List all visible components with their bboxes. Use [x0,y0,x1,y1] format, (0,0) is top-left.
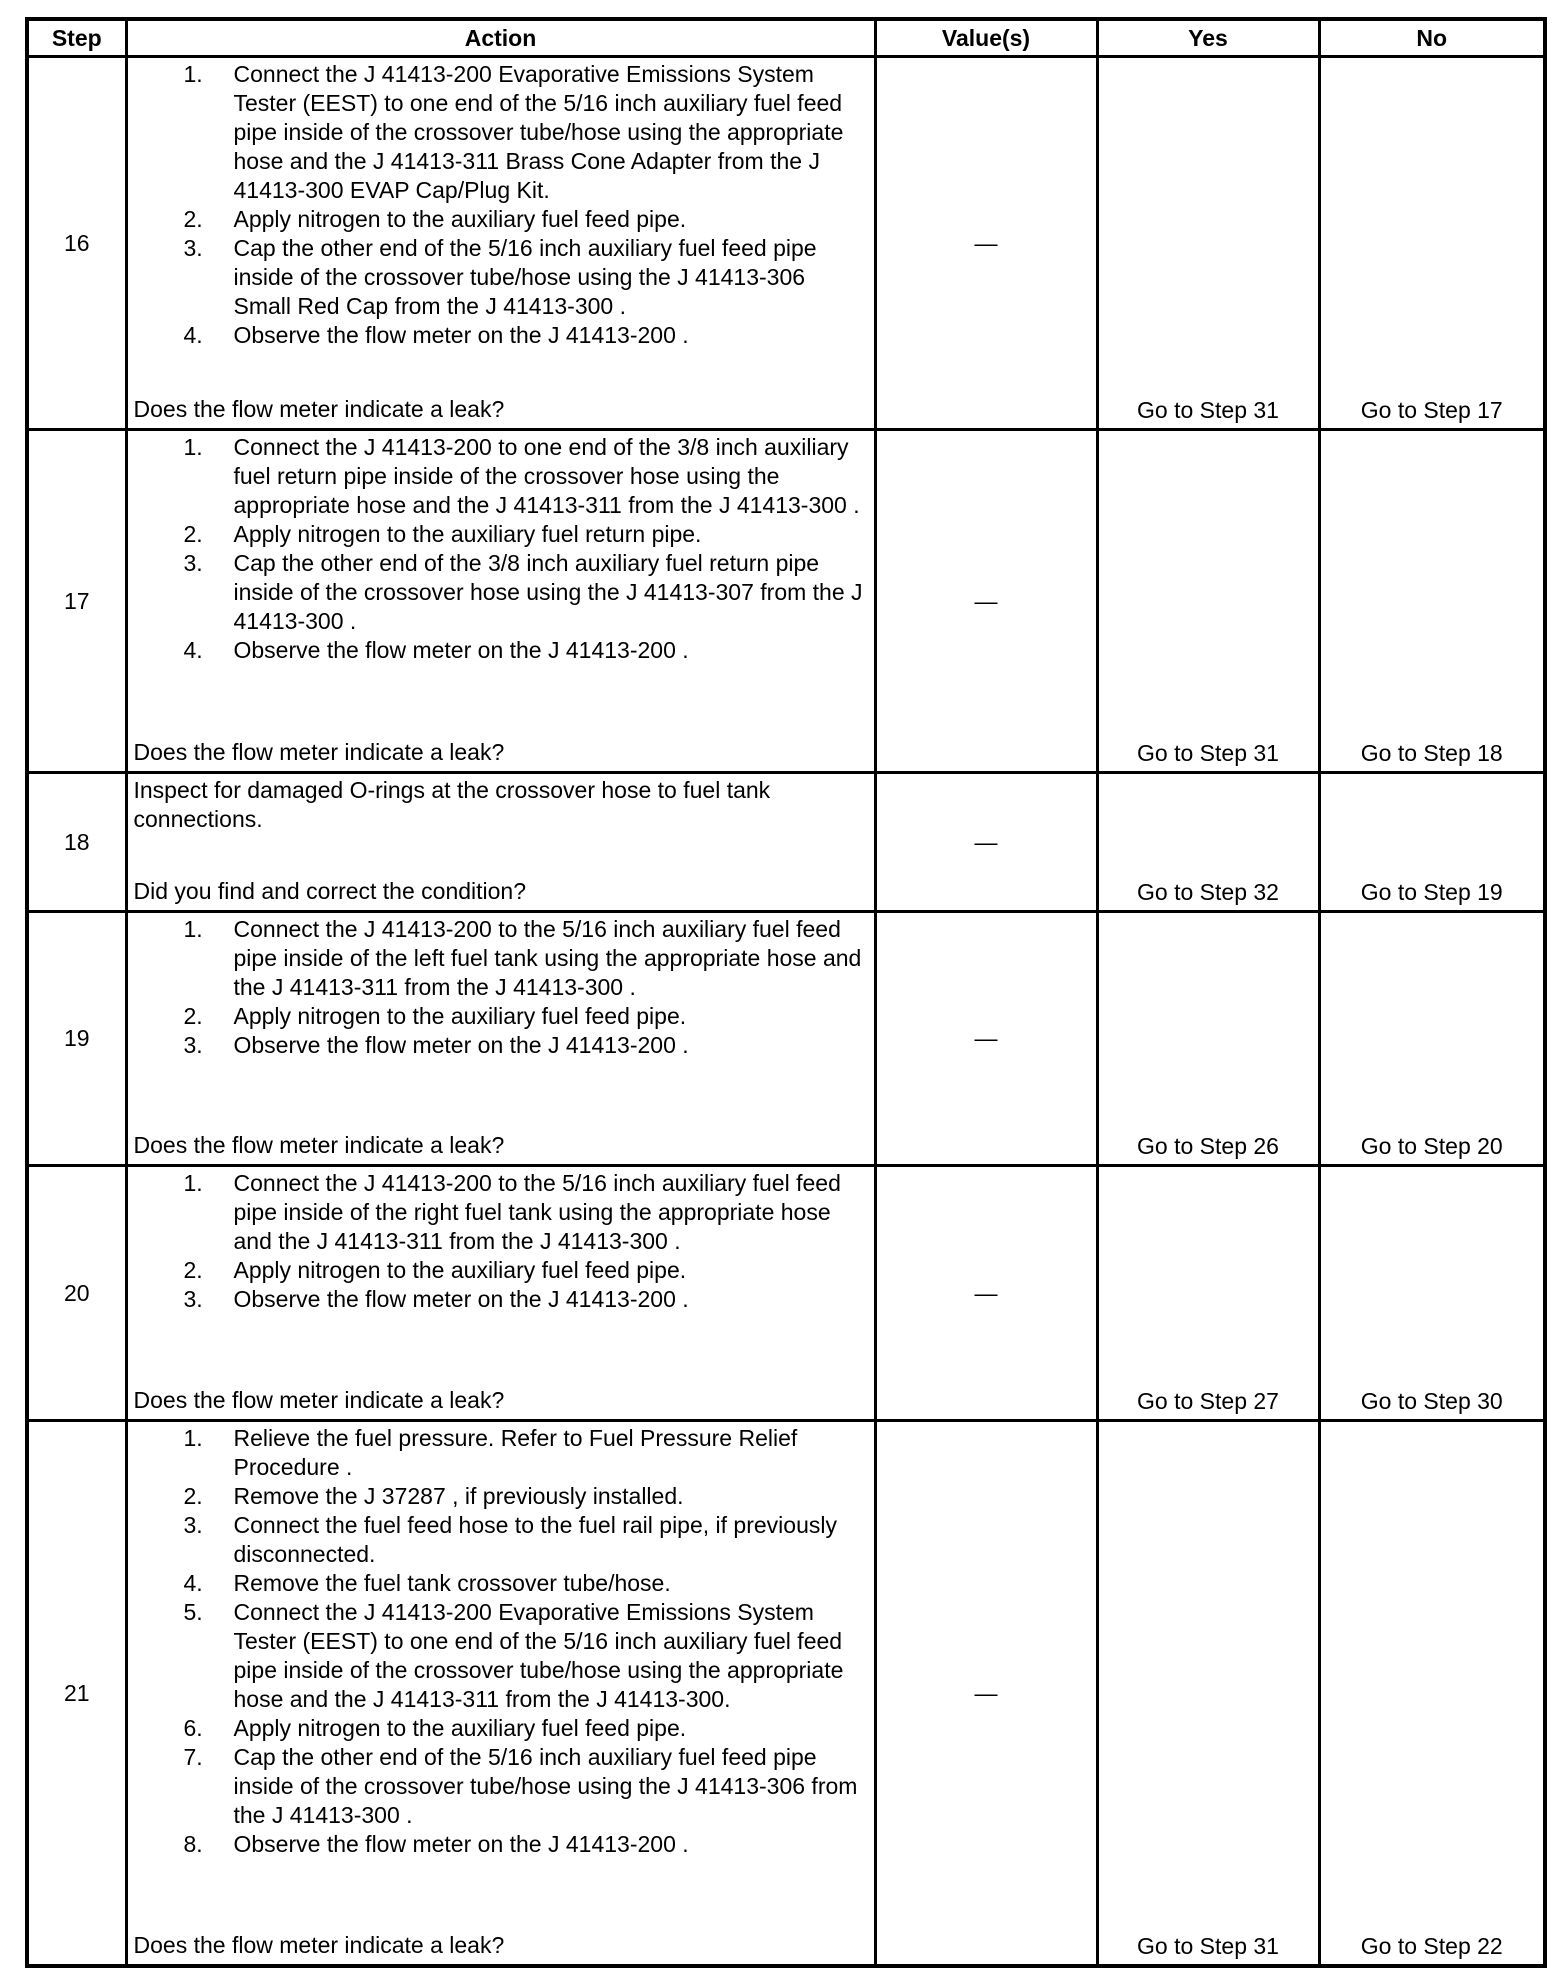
question-text: Does the flow meter indicate a leak? [133,739,505,765]
table-row [27,57,1545,430]
no-cell: Go to Step 30 [1319,1166,1545,1421]
list-item: 3. Observe the flow meter on the J 41413-200 . [183,1286,689,1312]
step-number: 18 [27,773,126,912]
action-cell [126,1421,875,1967]
list-item: 3. Connect the fuel feed hose to the fuel rail pipe, if previously disconnected. [183,1512,837,1567]
list-item: 6. Apply nitrogen to the auxiliary fuel feed pipe. [183,1715,687,1741]
list-item: 2. Remove the J 37287 , if previously installed. [183,1483,684,1509]
action-steps [134,1169,868,1314]
question-text: Does the flow meter indicate a leak? [133,1387,505,1413]
yes-cell: Go to Step 26 [1097,912,1319,1166]
step-number: 21 [27,1421,126,1967]
value-cell: — [875,773,1097,912]
yes-cell: Go to Step 31 [1097,1421,1319,1967]
list-item: 3. Cap the other end of the 3/8 inch auxiliary fuel return pipe inside of the crossover hose using the J 41413-307 from the J 41413-300 . [183,550,863,634]
action-cell [126,430,875,773]
action-steps [134,915,868,1060]
list-item: 1. Connect the J 41413-200 to the 5/16 inch auxiliary fuel feed pipe inside of the left fuel tank using the appropriate hose and the J 41413-311 from the J 41413-300 . [183,916,862,1000]
list-item: 2. Apply nitrogen to the auxiliary fuel return pipe. [183,521,702,547]
list-item: 1. Relieve the fuel pressure. Refer to Fuel Pressure Relief Procedure . [183,1425,798,1480]
action-steps [134,60,868,350]
action-cell [126,773,875,912]
action-cell [126,1166,875,1421]
value-cell: — [875,1166,1097,1421]
list-item: 1. Connect the J 41413-200 to the 5/16 inch auxiliary fuel feed pipe inside of the right fuel tank using the appropriate hose and the J 41413-311 from the J 41413-300 . [183,1170,841,1254]
header-step: Step [27,19,126,57]
table-row [27,1421,1545,1967]
list-item: 7. Cap the other end of the 5/16 inch auxiliary fuel feed pipe inside of the crossover tube/hose using the J 41413-306 from the J 41413-300 . [183,1744,858,1828]
action-cell [126,57,875,430]
list-item: 2. Apply nitrogen to the auxiliary fuel feed pipe. [183,1257,687,1283]
list-item: 1. Connect the J 41413-200 to one end of the 3/8 inch auxiliary fuel return pipe inside of the crossover hose using the appropriate hose and the J 41413-311 from the J 41413-300 . [183,434,860,518]
action-text: Inspect for damaged O-rings at the crossover hose to fuel tank connections. [133,777,771,832]
action-steps [134,1424,868,1859]
diagnostic-table [25,17,1547,1968]
question-text: Does the flow meter indicate a leak? [133,1132,505,1158]
list-item: 3. Observe the flow meter on the J 41413-200 . [183,1032,689,1058]
step-number: 20 [27,1166,126,1421]
header-no: No [1319,19,1545,57]
list-item: 1. Connect the J 41413-200 Evaporative Emissions System Tester (EEST) to one end of the 5/16 inch auxiliary fuel feed pipe inside of the crossover tube/hose using the appropriate hose and the J 41413-311 Brass Cone Adapter from the J 41413-300 EVAP Cap/Plug Kit. [183,61,844,203]
no-cell: Go to Step 17 [1319,57,1545,430]
step-number: 17 [27,430,126,773]
value-cell: — [875,430,1097,773]
value-cell: — [875,1421,1097,1967]
question-text: Does the flow meter indicate a leak? [133,396,505,422]
value-cell: — [875,912,1097,1166]
header-row [27,19,1545,57]
question-text: Does the flow meter indicate a leak? [133,1932,505,1958]
header-yes: Yes [1097,19,1319,57]
yes-cell: Go to Step 31 [1097,57,1319,430]
step-number: 19 [27,912,126,1166]
yes-cell: Go to Step 32 [1097,773,1319,912]
yes-cell: Go to Step 27 [1097,1166,1319,1421]
header-action: Action [126,19,875,57]
question-text: Did you find and correct the condition? [133,878,527,904]
table-row [27,912,1545,1166]
no-cell: Go to Step 18 [1319,430,1545,773]
table-row [27,1166,1545,1421]
list-item: 2. Apply nitrogen to the auxiliary fuel feed pipe. [183,1003,687,1029]
value-cell: — [875,57,1097,430]
table-row [27,773,1545,912]
step-number: 16 [27,57,126,430]
no-cell: Go to Step 20 [1319,912,1545,1166]
list-item: 3. Cap the other end of the 5/16 inch auxiliary fuel feed pipe inside of the crossover tube/hose using the J 41413-306 Small Red Cap from the J 41413-300 . [183,235,817,319]
action-cell [126,912,875,1166]
yes-cell: Go to Step 31 [1097,430,1319,773]
list-item: 4. Observe the flow meter on the J 41413-200 . [183,322,689,348]
header-values: Value(s) [875,19,1097,57]
no-cell: Go to Step 22 [1319,1421,1545,1967]
list-item: 5. Connect the J 41413-200 Evaporative Emissions System Tester (EEST) to one end of the 5/16 inch auxiliary fuel feed pipe inside of the crossover tube/hose using the appropriate hose and the J 41413-311 from the J 41413-300. [183,1599,844,1712]
action-steps [134,433,868,665]
table-row [27,430,1545,773]
list-item: 2. Apply nitrogen to the auxiliary fuel feed pipe. [183,206,687,232]
list-item: 8. Observe the flow meter on the J 41413-200 . [183,1831,689,1857]
list-item: 4. Observe the flow meter on the J 41413-200 . [183,637,689,663]
no-cell: Go to Step 19 [1319,773,1545,912]
list-item: 4. Remove the fuel tank crossover tube/hose. [183,1570,671,1596]
